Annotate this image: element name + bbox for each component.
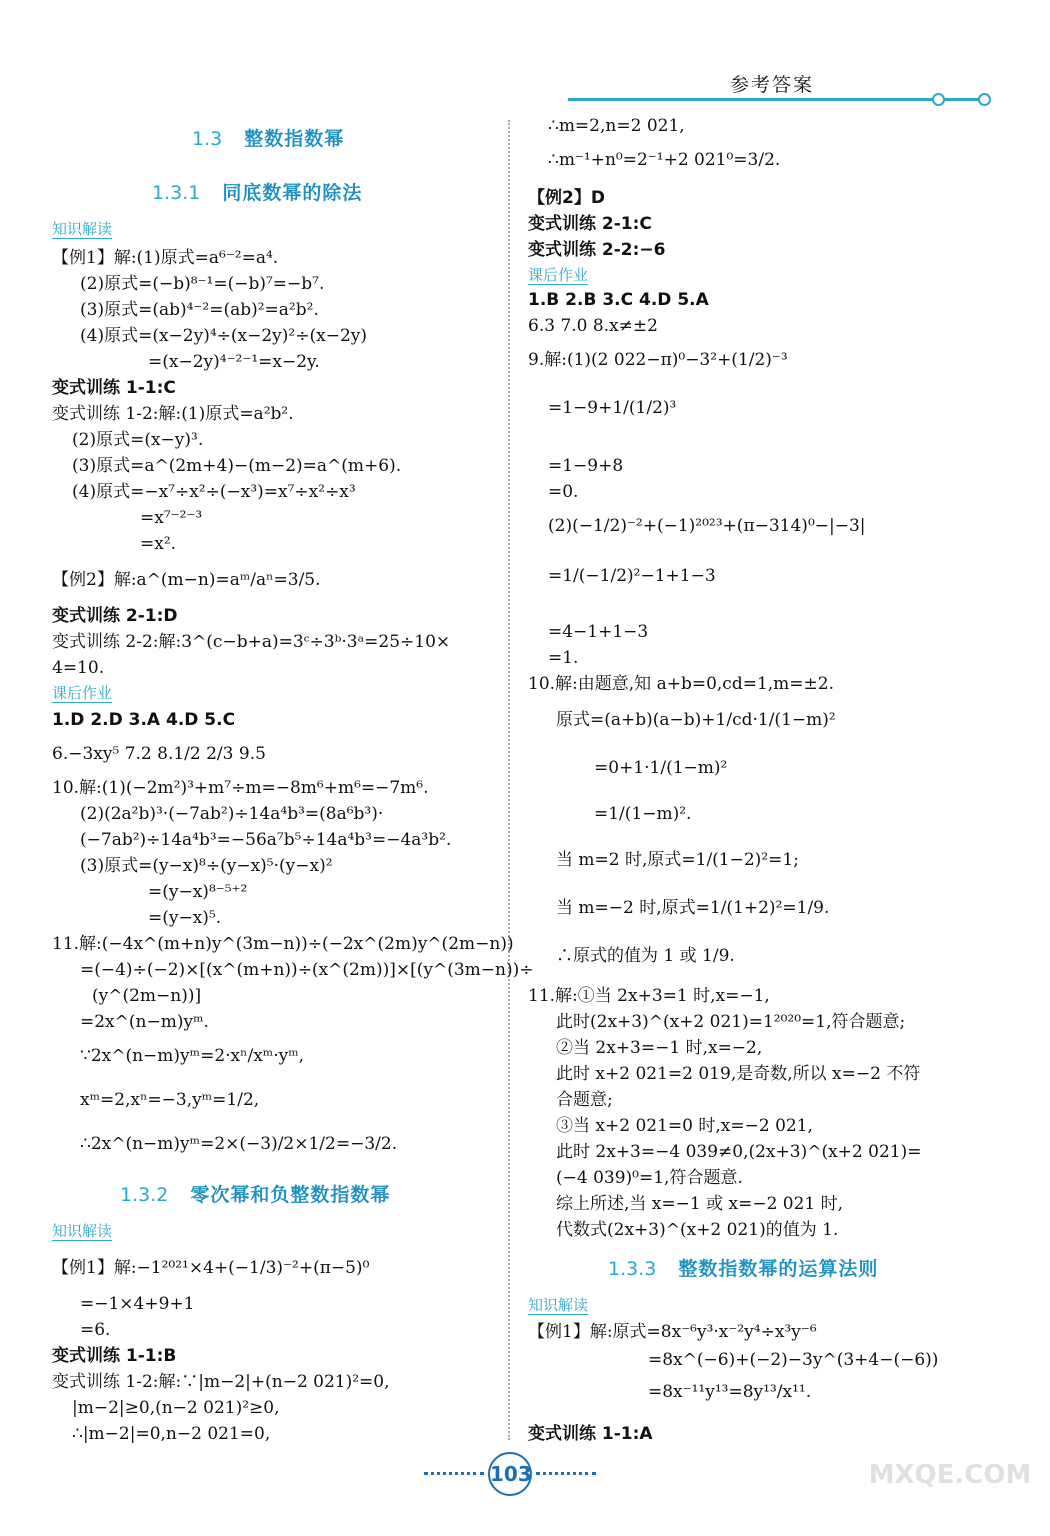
header-rule-tail	[944, 98, 980, 101]
answer-line: |m−2|≥0,(n−2 021)²≥0,	[72, 1398, 280, 1418]
answer-line: 变式训练 2-2:−6	[528, 240, 666, 260]
answer-line: ②当 2x+3=−1 时,x=−2,	[556, 1038, 763, 1058]
answer-line: (3)原式=a^(2m+4)−(m−2)=a^(m+6).	[72, 456, 402, 476]
subsection-tag: 知识解读	[52, 220, 113, 238]
answer-line: (−4 039)⁰=1,符合题意.	[556, 1168, 743, 1188]
answer-line: =0.	[548, 482, 579, 502]
section-name: 同底数幂的除法	[222, 182, 363, 204]
answer-line: 10.解:由题意,知 a+b=0,cd=1,m=±2.	[528, 674, 834, 694]
page-number-dots-right	[536, 1472, 596, 1475]
section-title	[120, 1184, 390, 1207]
answer-line: =x².	[140, 534, 177, 554]
answer-line: =4−1+1−3	[548, 622, 649, 642]
answer-line: =8x^(−6)+(−2)−3y^(3+4−(−6))	[648, 1350, 939, 1370]
answer-line: =6.	[80, 1320, 111, 1340]
answer-line: 11.解:(−4x^(m+n)y^(3m−n))÷(−2x^(2m)y^(2m−n))	[52, 934, 514, 954]
answer-line: =8x⁻¹¹y¹³=8y¹³/x¹¹.	[648, 1382, 812, 1402]
answer-line: =1.	[548, 648, 579, 668]
answer-line: =x⁷⁻²⁻³	[140, 508, 203, 528]
section-title	[152, 182, 362, 205]
subsection-tag: 知识解读	[528, 1296, 589, 1314]
watermark-logo: MXQE.COM	[868, 1460, 1032, 1490]
answer-line: ∴|m−2|=0,n−2 021=0,	[72, 1424, 271, 1444]
answer-line: =2x^(n−m)yᵐ.	[80, 1012, 209, 1032]
page-number: 103	[488, 1452, 532, 1496]
answer-line: 10.解:(1)(−2m²)³+m⁷÷m=−8m⁶+m⁶=−7m⁶.	[52, 778, 429, 798]
answer-line: 合题意;	[556, 1090, 613, 1110]
answer-line: xᵐ=2,xⁿ=−3,yᵐ=1/2,	[80, 1090, 260, 1110]
section-name: 整数指数幂	[244, 128, 345, 150]
answer-line: =0+1·1/(1−m)²	[594, 758, 728, 778]
answer-line: =(x−2y)⁴⁻²⁻¹=x−2y.	[148, 352, 320, 372]
answer-line: 1.D 2.D 3.A 4.D 5.C	[52, 710, 236, 730]
header-title: 参考答案	[730, 74, 815, 96]
answer-line: 当 m=2 时,原式=1/(1−2)²=1;	[556, 850, 799, 870]
answer-line: 综上所述,当 x=−1 或 x=−2 021 时,	[556, 1194, 844, 1214]
answer-line: (−7ab²)÷14a⁴b³=−56a⁷b⁵÷14a⁴b³=−4a³b².	[80, 830, 452, 850]
answer-line: (4)原式=−x⁷÷x²÷(−x³)=x⁷÷x²÷x³	[72, 482, 356, 502]
answer-line: ∵2x^(n−m)yᵐ=2·xⁿ/xᵐ·yᵐ,	[80, 1046, 305, 1066]
subsection-tag: 课后作业	[52, 684, 113, 702]
answer-line: 9.解:(1)(2 022−π)⁰−3²+(1/2)⁻³	[528, 350, 788, 370]
answer-line: (3)原式=(y−x)⁸÷(y−x)⁵·(y−x)²	[80, 856, 333, 876]
answer-line: (3)原式=(ab)⁴⁻²=(ab)²=a²b².	[80, 300, 319, 320]
answer-line: 变式训练 2-1:C	[528, 214, 652, 234]
section-number: 1.3	[192, 128, 223, 150]
answer-line: 原式=(a+b)(a−b)+1/cd·1/(1−m)²	[556, 710, 836, 730]
answer-line: 变式训练 1-2:解:∵|m−2|+(n−2 021)²=0,	[52, 1372, 390, 1392]
answer-line: 【例1】解:原式=8x⁻⁶y³·x⁻²y⁴÷x³y⁻⁶	[528, 1322, 817, 1342]
answer-line: (2)原式=(x−y)³.	[72, 430, 204, 450]
answer-line: 变式训练 1-1:C	[52, 378, 176, 398]
header-rule-dot-end	[978, 93, 991, 106]
answer-line: 变式训练 1-1:B	[52, 1346, 177, 1366]
answer-line: (2)(−1/2)⁻²+(−1)²⁰²³+(π−314)⁰−|−3|	[548, 516, 866, 536]
answer-line: (2)原式=(−b)⁸⁻¹=(−b)⁷=−b⁷.	[80, 274, 325, 294]
answer-line: ∴m=2,n=2 021,	[548, 116, 685, 136]
answer-line: 当 m=−2 时,原式=1/(1+2)²=1/9.	[556, 898, 830, 918]
section-number: 1.3.1	[152, 182, 201, 204]
answer-line: =1/(−1/2)²−1+1−3	[548, 566, 716, 586]
answer-line: ∴2x^(n−m)yᵐ=2×(−3)/2×1/2=−3/2.	[80, 1134, 398, 1154]
section-title	[192, 128, 344, 151]
answer-line: =1/(1−m)².	[594, 804, 692, 824]
answer-line: (2)(2a²b)³·(−7ab²)÷14a⁴b³=(8a⁶b³)·	[80, 804, 384, 824]
answer-line: 变式训练 2-1:D	[52, 606, 178, 626]
answer-line: 【例1】解:−1²⁰²¹×4+(−1/3)⁻²+(π−5)⁰	[52, 1258, 370, 1278]
answer-line: 【例1】解:(1)原式=a⁶⁻²=a⁴.	[52, 248, 279, 268]
subsection-tag: 知识解读	[52, 1222, 113, 1240]
answer-line: 【例2】D	[528, 188, 605, 208]
answer-line: 6.3 7.0 8.x≠±2	[528, 316, 658, 336]
answer-line: 此时 x+2 021=2 019,是奇数,所以 x=−2 不符	[556, 1064, 921, 1084]
answer-line: ∴m⁻¹+n⁰=2⁻¹+2 021⁰=3/2.	[548, 150, 781, 170]
answer-line: 此时 2x+3=−4 039≠0,(2x+3)^(x+2 021)=	[556, 1142, 922, 1162]
answer-line: =(−4)÷(−2)×[(x^(m+n))÷(x^(2m))]×[(y^(3m−n))÷	[80, 960, 534, 980]
section-name: 零次幂和负整数指数幂	[190, 1184, 391, 1206]
answer-line: 变式训练 1-2:解:(1)原式=a²b².	[52, 404, 294, 424]
answer-line: 代数式(2x+3)^(x+2 021)的值为 1.	[556, 1220, 839, 1240]
answer-line: ③当 x+2 021=0 时,x=−2 021,	[556, 1116, 813, 1136]
answer-line: =−1×4+9+1	[80, 1294, 195, 1314]
answer-line: 此时(2x+3)^(x+2 021)=1²⁰²⁰=1,符合题意;	[556, 1012, 906, 1032]
answer-line: ∴原式的值为 1 或 1/9.	[556, 946, 735, 966]
page-number-dots-left	[424, 1472, 484, 1475]
answer-line: 1.B 2.B 3.C 4.D 5.A	[528, 290, 709, 310]
answer-line: =1−9+8	[548, 456, 624, 476]
answer-line: 【例2】解:a^(m−n)=aᵐ/aⁿ=3/5.	[52, 570, 321, 590]
section-number: 1.3.3	[608, 1258, 657, 1280]
section-number: 1.3.2	[120, 1184, 169, 1206]
answer-line: =(y−x)⁵.	[148, 908, 222, 928]
answer-line: 6.−3xy⁵ 7.2 8.1/2 2/3 9.5	[52, 744, 266, 764]
answer-line: (y^(2m−n))]	[92, 986, 202, 1006]
header-rule	[568, 98, 940, 101]
answer-line: =1−9+1/(1/2)³	[548, 398, 677, 418]
answer-line: 变式训练 2-2:解:3^(c−b+a)=3ᶜ÷3ᵇ·3ᵃ=25÷10×	[52, 632, 451, 652]
subsection-tag: 课后作业	[528, 266, 589, 284]
answer-line: (4)原式=(x−2y)⁴÷(x−2y)²÷(x−2y)	[80, 326, 367, 346]
section-name: 整数指数幂的运算法则	[678, 1258, 879, 1280]
section-title	[608, 1258, 878, 1281]
answer-line: 11.解:①当 2x+3=1 时,x=−1,	[528, 986, 770, 1006]
answer-line: 4=10.	[52, 658, 105, 678]
column-divider	[508, 120, 510, 1440]
answer-line: =(y−x)⁸⁻⁵⁺²	[148, 882, 248, 902]
answer-line: 变式训练 1-1:A	[528, 1424, 653, 1444]
